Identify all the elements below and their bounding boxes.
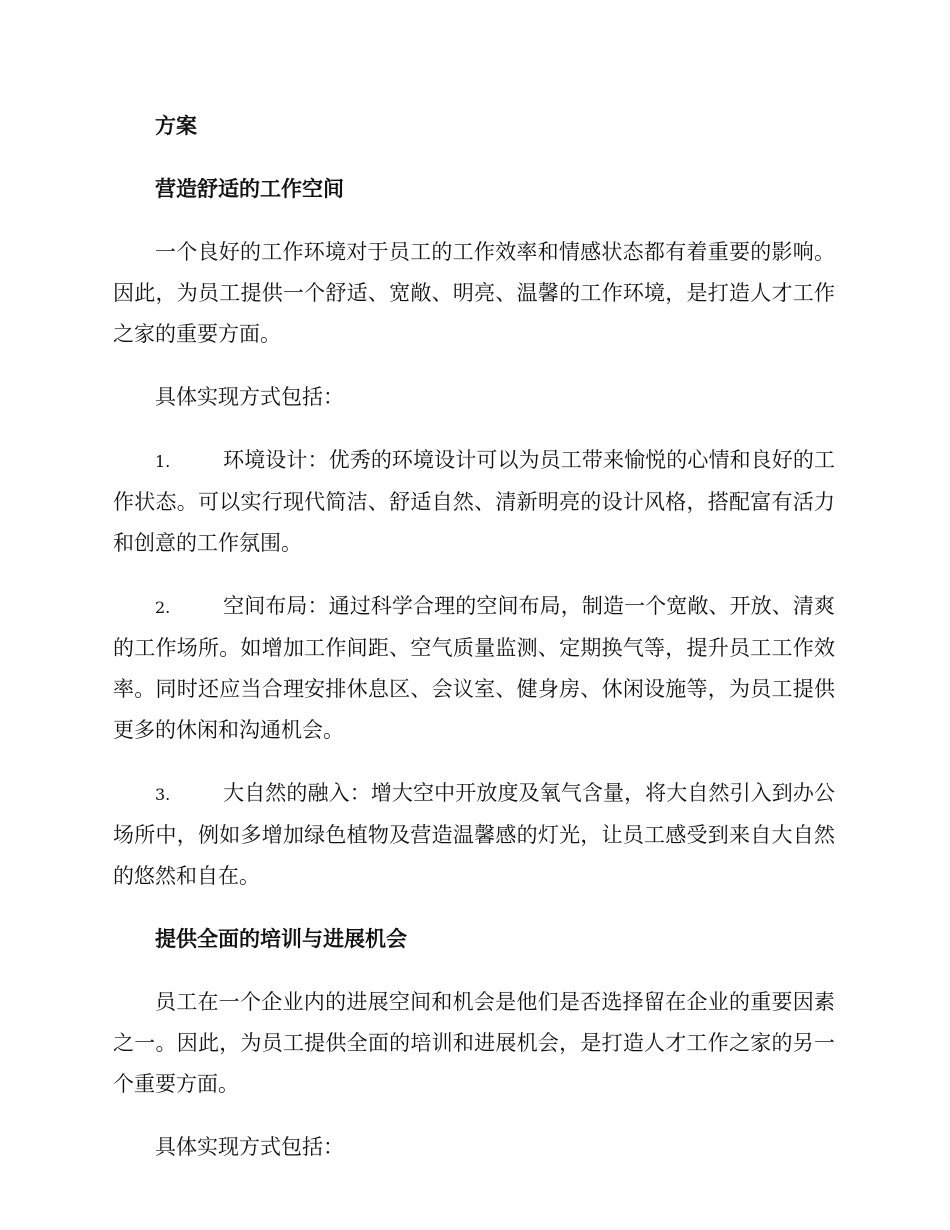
list-item-text: 空间布局：通过科学合理的空间布局，制造一个宽敞、开放、清爽的工作场所。如增加工作间距、空气质量监测、定期换气等，提升员工工作效率。同时还应当合理安排休息区、会议室、健身房、休闲设施等，为员工提供更多的休闲和沟通机会。 <box>113 594 835 742</box>
list-item-number: 1. <box>155 452 171 471</box>
list-item <box>113 440 835 564</box>
methods-label: 具体实现方式包括： <box>155 385 344 409</box>
section-heading-training: 提供全面的培训与进展机会 <box>155 927 407 951</box>
list-item-text: 大自然的融入：增大空中开放度及氧气含量，将大自然引入到办公场所中，例如多增加绿色植物及营造温馨感的灯光，让员工感受到来自大自然的悠然和自在。 <box>113 781 835 888</box>
section-intro-paragraph: 员工在一个企业内的进展空间和机会是他们是否选择留在企业的重要因素之一。因此，为员工提供全面的培训和进展机会，是打造人才工作之家的另一个重要方面。 <box>113 990 835 1096</box>
document-title: 方案 <box>155 114 197 138</box>
section-intro-paragraph: 一个良好的工作环境对于员工的工作效率和情感状态都有着重要的影响。因此，为员工提供一个舒适、宽敞、明亮、温馨的工作环境，是打造人才工作之家的重要方面。 <box>113 240 835 346</box>
list-item <box>113 586 835 751</box>
list-item-text: 环境设计：优秀的环境设计可以为员工带来愉悦的心情和良好的工作状态。可以实行现代简洁、舒适自然、清新明亮的设计风格，搭配富有活力和创意的工作氛围。 <box>113 448 835 555</box>
list-item <box>113 773 835 897</box>
methods-label: 具体实现方式包括： <box>155 1135 344 1159</box>
document-content <box>113 106 835 1190</box>
list-item-number: 2. <box>155 598 171 617</box>
section-heading-workspace: 营造舒适的工作空间 <box>155 177 344 201</box>
list-item-number: 3. <box>155 785 171 804</box>
